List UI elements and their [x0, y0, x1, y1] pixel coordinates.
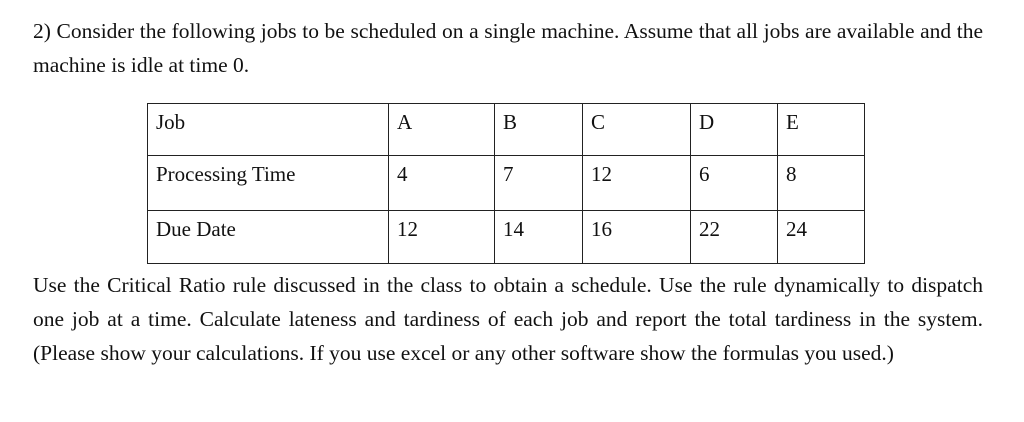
row-label-processing-time: Processing Time [148, 156, 389, 211]
problem-instructions: Use the Critical Ratio rule discussed in the class to obtain a schedule. Use the rule dynamically to dispatch one job at a time. Calculate lateness and tardiness of each job and report the total tardiness in the system. (Please show your calculations. If you use excel or any other software show the formulas you used.) [33, 273, 983, 365]
processing-time-c: 12 [583, 156, 691, 211]
processing-time-e: 8 [778, 156, 865, 211]
processing-time-d: 6 [691, 156, 778, 211]
processing-time-a: 4 [389, 156, 495, 211]
table-row-processing-time [148, 156, 865, 211]
problem-intro: 2) Consider the following jobs to be scheduled on a single machine. Assume that all jobs are available and the machine is idle at time 0. [33, 19, 983, 77]
table-row-job [148, 104, 865, 156]
job-b-header: B [495, 104, 583, 156]
table-row-due-date [148, 211, 865, 264]
processing-time-b: 7 [495, 156, 583, 211]
due-date-a: 12 [389, 211, 495, 264]
due-date-b: 14 [495, 211, 583, 264]
jobs-table [147, 103, 865, 264]
due-date-c: 16 [583, 211, 691, 264]
due-date-e: 24 [778, 211, 865, 264]
row-label-job: Job [148, 104, 389, 156]
row-label-due-date: Due Date [148, 211, 389, 264]
due-date-d: 22 [691, 211, 778, 264]
job-e-header: E [778, 104, 865, 156]
job-c-header: C [583, 104, 691, 156]
job-a-header: A [389, 104, 495, 156]
job-d-header: D [691, 104, 778, 156]
